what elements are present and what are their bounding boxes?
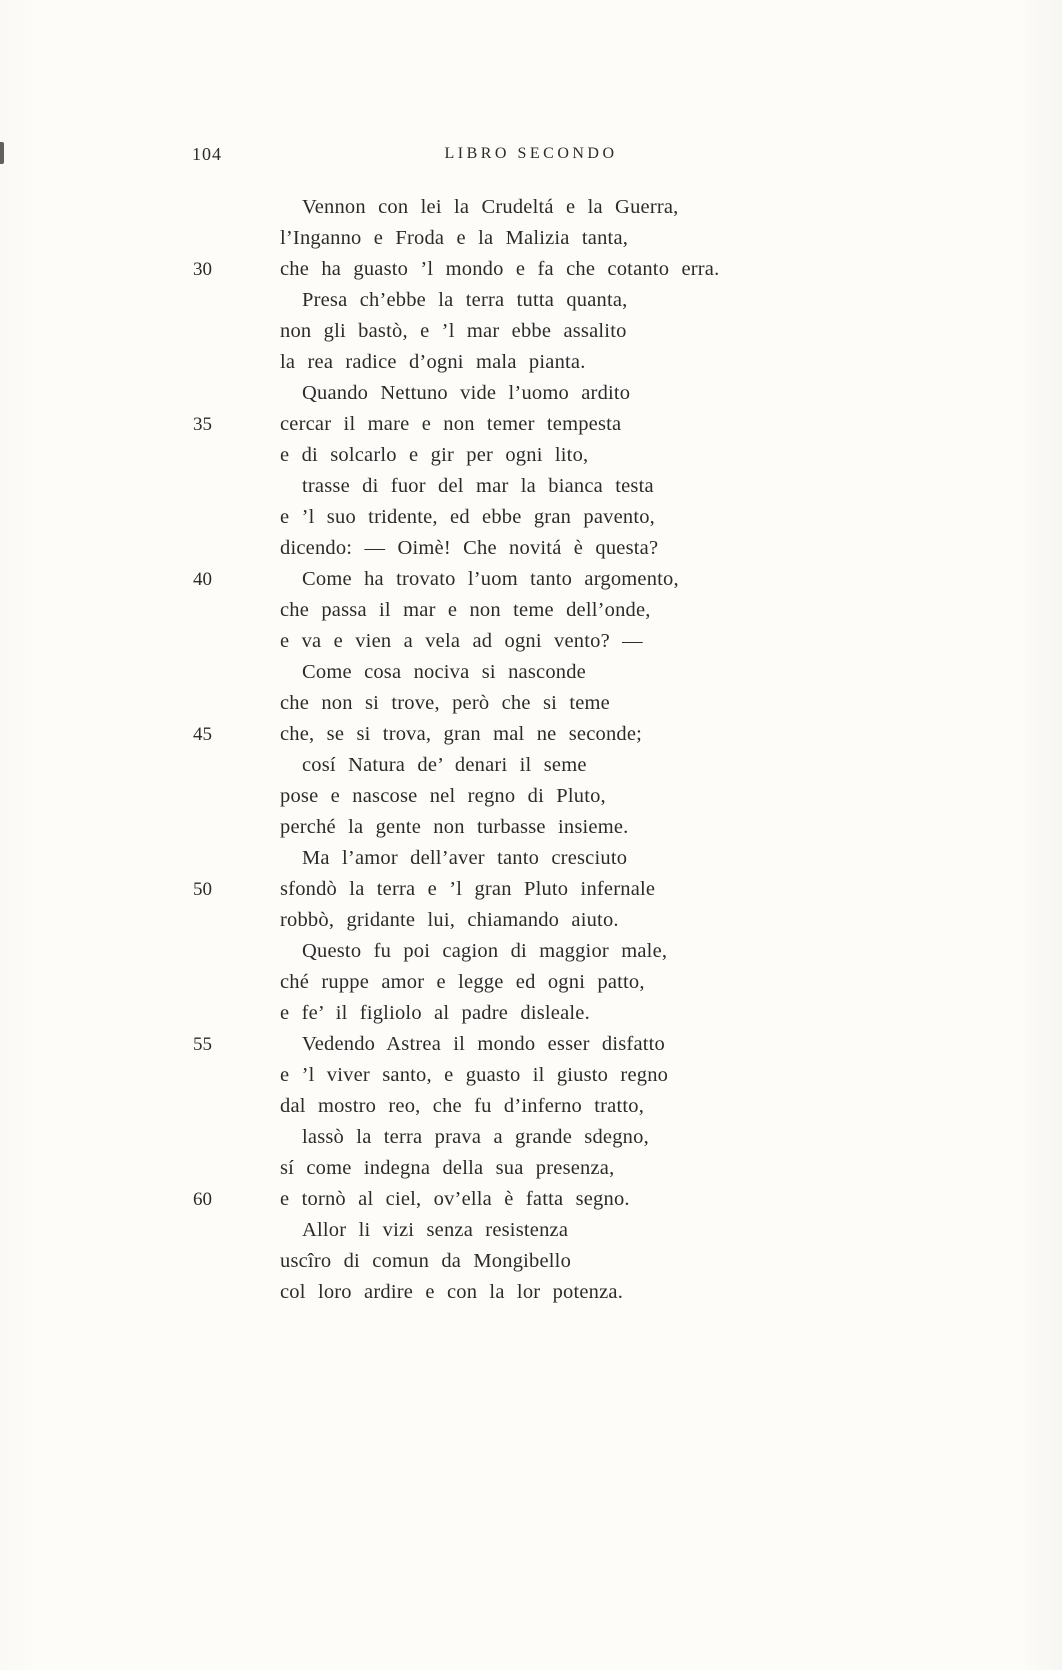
line-text: dal mostro reo, che fu d’inferno tratto,	[280, 1095, 645, 1117]
poem-line	[0, 1281, 1062, 1312]
line-text: che ha guasto ’l mondo e fa che cotanto erra.	[280, 258, 720, 280]
line-text: e fe’ il figliolo al padre disleale.	[280, 1002, 590, 1024]
line-text: Vennon con lei la Crudeltá e la Guerra,	[302, 196, 679, 218]
line-text: perché la gente non turbasse insieme.	[280, 816, 629, 838]
line-text: cercar il mare e non temer tempesta	[280, 413, 622, 435]
poem-line	[0, 382, 1062, 413]
poem-line	[0, 1188, 1062, 1219]
poem-line	[0, 1095, 1062, 1126]
line-text: Allor li vizi senza resistenza	[302, 1219, 569, 1241]
line-text: Vedendo Astrea il mondo esser disfatto	[302, 1033, 665, 1055]
poem-line	[0, 630, 1062, 661]
poem-line	[0, 227, 1062, 258]
line-number: 30	[193, 259, 212, 280]
poem-lines	[0, 196, 1062, 1312]
line-number: 50	[193, 879, 212, 900]
line-text: cosí Natura de’ denari il seme	[302, 754, 587, 776]
line-text: Come cosa nociva si nasconde	[302, 661, 586, 683]
line-number: 60	[193, 1189, 212, 1210]
poem-line	[0, 1250, 1062, 1281]
line-text: ché ruppe amor e legge ed ogni patto,	[280, 971, 645, 993]
line-text: Ma l’amor dell’aver tanto cresciuto	[302, 847, 628, 869]
poem-line	[0, 599, 1062, 630]
poem-line	[0, 1219, 1062, 1250]
line-number: 45	[193, 724, 212, 745]
line-text: Questo fu poi cagion di maggior male,	[302, 940, 668, 962]
poem-line	[0, 1033, 1062, 1064]
poem-line	[0, 940, 1062, 971]
line-text: Come ha trovato l’uom tanto argomento,	[302, 568, 679, 590]
poem-line	[0, 537, 1062, 568]
line-text: e ’l suo tridente, ed ebbe gran pavento,	[280, 506, 655, 528]
poem-line	[0, 1002, 1062, 1033]
poem-line	[0, 413, 1062, 444]
line-text: non gli bastò, e ’l mar ebbe assalito	[280, 320, 627, 342]
line-text: pose e nascose nel regno di Pluto,	[280, 785, 606, 807]
line-text: sí come indegna della sua presenza,	[280, 1157, 615, 1179]
line-number: 40	[193, 569, 212, 590]
poem-line	[0, 971, 1062, 1002]
line-text: uscîro di comun da Mongibello	[280, 1250, 572, 1272]
poem-line	[0, 196, 1062, 227]
line-text: dicendo: — Oimè! Che novitá è questa?	[280, 537, 659, 559]
poem-line	[0, 754, 1062, 785]
poem-line	[0, 320, 1062, 351]
running-head	[0, 144, 1062, 168]
line-text: Quando Nettuno vide l’uomo ardito	[302, 382, 631, 404]
line-text: sfondò la terra e ’l gran Pluto infernale	[280, 878, 656, 900]
poem-line	[0, 816, 1062, 847]
page-header-title: LIBRO SECONDO	[444, 145, 618, 162]
line-text: che, se si trova, gran mal ne seconde;	[280, 723, 643, 745]
poem-line	[0, 289, 1062, 320]
poem-line	[0, 692, 1062, 723]
poem-line	[0, 351, 1062, 382]
line-text: lassò la terra prava a grande sdegno,	[302, 1126, 649, 1148]
poem-line	[0, 878, 1062, 909]
line-text: che passa il mar e non teme dell’onde,	[280, 599, 651, 621]
line-text: Presa ch’ebbe la terra tutta quanta,	[302, 289, 628, 311]
poem-line	[0, 785, 1062, 816]
poem-line	[0, 1157, 1062, 1188]
line-text: e di solcarlo e gir per ogni lito,	[280, 444, 589, 466]
line-text: trasse di fuor del mar la bianca testa	[302, 475, 654, 497]
poem-line	[0, 1064, 1062, 1095]
line-text: e va e vien a vela ad ogni vento? —	[280, 630, 643, 652]
poem-line	[0, 568, 1062, 599]
poem-line	[0, 258, 1062, 289]
poem-line	[0, 723, 1062, 754]
poem-line	[0, 661, 1062, 692]
poem-line	[0, 475, 1062, 506]
line-text: col loro ardire e con la lor potenza.	[280, 1281, 624, 1303]
poem-line	[0, 1126, 1062, 1157]
poem-line	[0, 506, 1062, 537]
line-number: 55	[193, 1034, 212, 1055]
page-number: 104	[192, 144, 222, 164]
line-text: robbò, gridante lui, chiamando aiuto.	[280, 909, 619, 931]
line-text: l’Inganno e Froda e la Malizia tanta,	[280, 227, 629, 249]
poem-line	[0, 444, 1062, 475]
line-text: che non si trove, però che si teme	[280, 692, 610, 714]
line-text: e tornò al ciel, ov’ella è fatta segno.	[280, 1188, 630, 1210]
line-text: la rea radice d’ogni mala pianta.	[280, 351, 586, 373]
line-number: 35	[193, 414, 212, 435]
poem-line	[0, 847, 1062, 878]
line-text: e ’l viver santo, e guasto il giusto regno	[280, 1064, 669, 1086]
poem-line	[0, 909, 1062, 940]
